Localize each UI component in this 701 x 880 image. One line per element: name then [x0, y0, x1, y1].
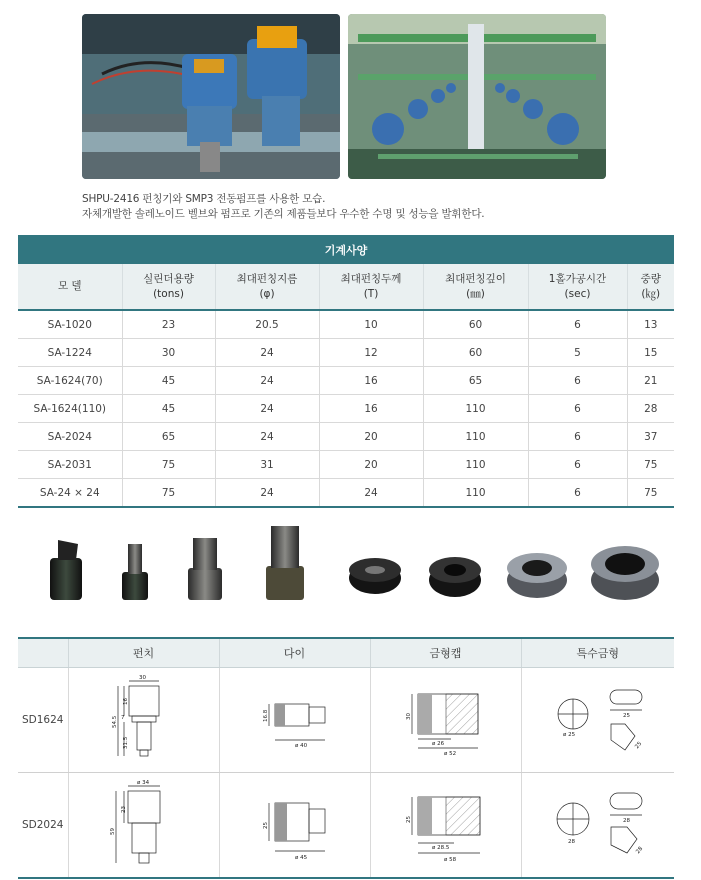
- header-cap: 금형캡: [370, 638, 521, 668]
- spec-cell: 23: [122, 310, 215, 339]
- spec-cell: 30: [122, 339, 215, 367]
- svg-text:16: 16: [122, 698, 129, 705]
- caption-line-2: 자체개발한 솔레노이드 벨브와 펌프로 기존의 제품들보다 우수한 수명 및 성능을 발휘한다.: [82, 208, 485, 220]
- header-special: 특수금형: [521, 638, 674, 668]
- spec-cell: 110: [423, 423, 528, 451]
- svg-text:23: 23: [120, 806, 127, 813]
- spec-header-row: [18, 264, 674, 310]
- header-thickness: 최대펀칭두께 (T): [319, 264, 423, 310]
- model-label: SD1624: [18, 668, 68, 773]
- svg-text:16.8: 16.8: [262, 709, 269, 722]
- die-drawing: [219, 773, 370, 879]
- spec-table-title: 기계사양: [18, 235, 674, 264]
- spec-cell: 110: [423, 479, 528, 508]
- punch-die-photo: [40, 520, 660, 610]
- spec-cell: 24: [215, 339, 319, 367]
- svg-text:ø 25: ø 25: [562, 732, 575, 738]
- spec-cell: 31: [215, 451, 319, 479]
- spec-table: [18, 235, 674, 508]
- spec-cell: 24: [215, 479, 319, 508]
- spec-cell: 65: [122, 423, 215, 451]
- spec-cell-model: SA-1020: [18, 310, 122, 339]
- header-blank: [18, 638, 68, 668]
- drawing-row-sd1624: [18, 668, 674, 773]
- drawing-header-row: [18, 638, 674, 668]
- spec-cell-model: SA-1224: [18, 339, 122, 367]
- spec-cell: 20: [319, 451, 423, 479]
- svg-text:25: 25: [405, 816, 412, 823]
- svg-text:28: 28: [567, 839, 575, 845]
- spec-cell: 60: [423, 339, 528, 367]
- svg-text:ø 52: ø 52: [443, 751, 456, 757]
- drawing-table: [18, 637, 674, 879]
- spec-cell: 75: [122, 479, 215, 508]
- svg-text:ø 40: ø 40: [294, 743, 307, 749]
- svg-text:59: 59: [109, 828, 116, 835]
- svg-text:31.5: 31.5: [122, 736, 129, 749]
- svg-text:25: 25: [622, 713, 630, 719]
- svg-text:25: 25: [633, 740, 644, 751]
- caption-line-1: SHPU-2416 펀칭기와 SMP3 전동펌프를 사용한 모습.: [82, 193, 326, 205]
- spec-cell-model: SA-1624(110): [18, 395, 122, 423]
- spec-cell: 60: [423, 310, 528, 339]
- spec-cell: 28: [627, 395, 674, 423]
- header-weight: 중량 (㎏): [627, 264, 674, 310]
- spec-cell-model: SA-2031: [18, 451, 122, 479]
- svg-text:30: 30: [138, 675, 146, 681]
- cap-drawing: [370, 668, 521, 773]
- spec-row: [18, 395, 674, 423]
- die-drawing: [219, 668, 370, 773]
- spec-cell: 6: [528, 423, 627, 451]
- spec-row: [18, 479, 674, 508]
- punch-drawing: [68, 773, 219, 879]
- spec-cell: 6: [528, 451, 627, 479]
- spec-cell: 6: [528, 367, 627, 395]
- spec-cell: 10: [319, 310, 423, 339]
- spec-cell: 6: [528, 395, 627, 423]
- spec-cell: 45: [122, 395, 215, 423]
- spec-cell: 110: [423, 451, 528, 479]
- spec-row: [18, 451, 674, 479]
- spec-cell: 20: [319, 423, 423, 451]
- svg-text:54.5: 54.5: [111, 715, 118, 728]
- spec-cell: 24: [215, 423, 319, 451]
- punching-machine-photo: [82, 14, 340, 179]
- spec-cell: 16: [319, 367, 423, 395]
- svg-text:30: 30: [405, 713, 412, 720]
- header-depth: 최대펀칭깊이 (㎜): [423, 264, 528, 310]
- svg-text:28: 28: [622, 818, 630, 824]
- svg-text:25: 25: [262, 822, 269, 829]
- spec-row: [18, 339, 674, 367]
- header-cylinder: 실린더용량 (tons): [122, 264, 215, 310]
- spec-cell: 24: [215, 367, 319, 395]
- spec-cell: 75: [627, 451, 674, 479]
- spec-cell: 65: [423, 367, 528, 395]
- spec-cell: 6: [528, 479, 627, 508]
- header-die: 다이: [219, 638, 370, 668]
- header-model: 모 델: [18, 264, 122, 310]
- special-drawing: [521, 668, 674, 773]
- svg-text:ø 34: ø 34: [136, 780, 149, 786]
- spec-cell: 110: [423, 395, 528, 423]
- spec-cell: 16: [319, 395, 423, 423]
- spec-row: [18, 310, 674, 339]
- spec-cell: 24: [215, 395, 319, 423]
- spec-cell: 20.5: [215, 310, 319, 339]
- spec-row: [18, 367, 674, 395]
- header-time: 1홀가공시간 (sec): [528, 264, 627, 310]
- spec-cell: 6: [528, 310, 627, 339]
- spec-cell: 13: [627, 310, 674, 339]
- spec-cell: 21: [627, 367, 674, 395]
- spec-cell-model: SA-1624(70): [18, 367, 122, 395]
- spec-row: [18, 423, 674, 451]
- spec-cell: 75: [627, 479, 674, 508]
- spec-cell: 15: [627, 339, 674, 367]
- svg-text:ø 28.5: ø 28.5: [431, 845, 449, 851]
- model-label: SD2024: [18, 773, 68, 879]
- svg-text:ø 58: ø 58: [443, 857, 456, 863]
- punch-drawing: [68, 668, 219, 773]
- spec-cell: 24: [319, 479, 423, 508]
- spec-cell-model: SA-2024: [18, 423, 122, 451]
- cap-drawing: [370, 773, 521, 879]
- spec-cell: 12: [319, 339, 423, 367]
- svg-text:7: 7: [120, 715, 124, 721]
- production-line-photo: [348, 14, 606, 179]
- svg-text:ø 45: ø 45: [294, 855, 307, 861]
- special-drawing: [521, 773, 674, 879]
- spec-cell: 37: [627, 423, 674, 451]
- drawing-row-sd2024: [18, 773, 674, 879]
- spec-cell: 45: [122, 367, 215, 395]
- header-diameter: 최대펀칭지름 (φ): [215, 264, 319, 310]
- spec-cell: 75: [122, 451, 215, 479]
- spec-cell-model: SA-24 × 24: [18, 479, 122, 508]
- svg-text:ø 26: ø 26: [431, 741, 444, 747]
- header-punch: 펀치: [68, 638, 219, 668]
- spec-cell: 5: [528, 339, 627, 367]
- svg-text:28: 28: [634, 845, 645, 856]
